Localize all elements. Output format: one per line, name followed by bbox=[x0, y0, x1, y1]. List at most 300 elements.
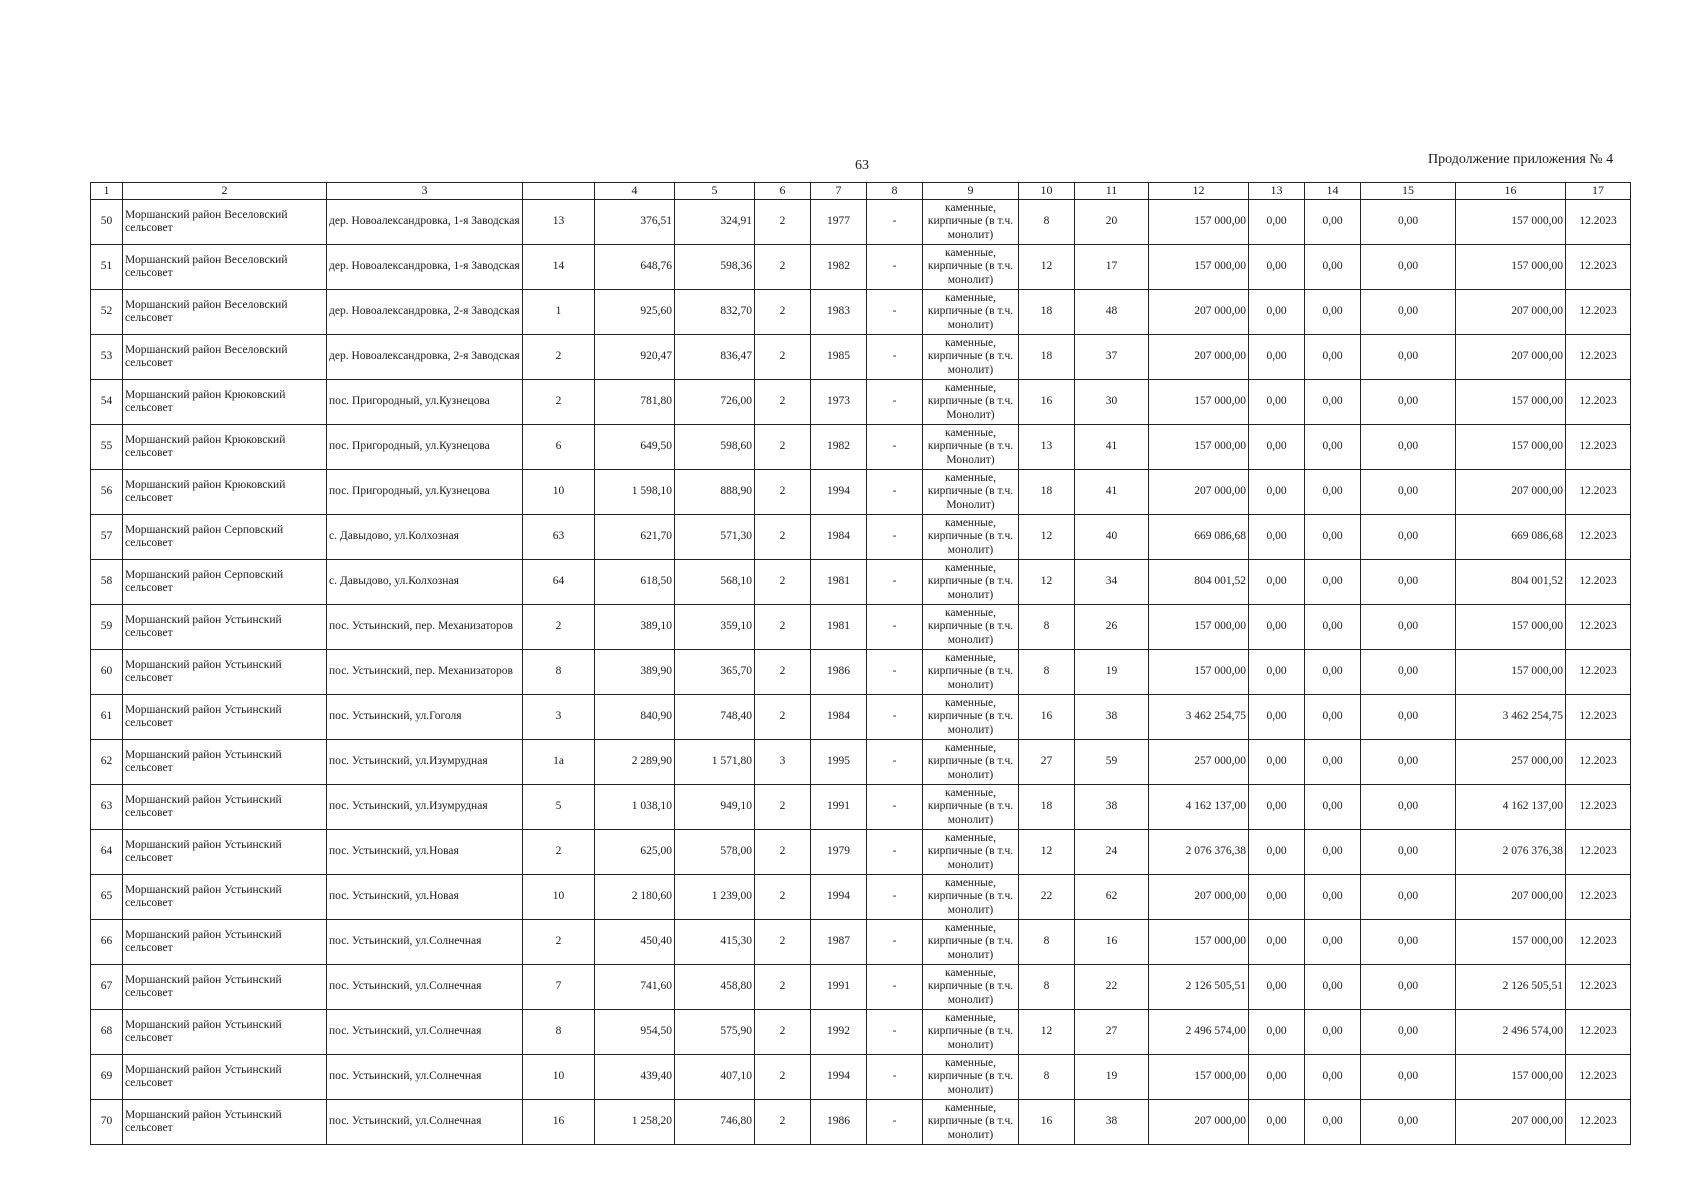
cell-municipality: Моршанский район Веселовский сельсовет bbox=[123, 245, 327, 290]
cell-col-13: 0,00 bbox=[1249, 695, 1305, 740]
cell-municipality: Моршанский район Устьинский сельсовет bbox=[123, 740, 327, 785]
column-header: 1 bbox=[91, 183, 123, 200]
table-row bbox=[91, 335, 1631, 380]
cell-col-11: 59 bbox=[1075, 740, 1149, 785]
cell-row-number: 65 bbox=[91, 875, 123, 920]
cell-living-area: 748,40 bbox=[675, 695, 755, 740]
cell-municipality: Моршанский район Устьинский сельсовет bbox=[123, 785, 327, 830]
cell-house-number: 2 bbox=[523, 605, 595, 650]
cell-total-area: 649,50 bbox=[595, 425, 675, 470]
cell-col-13: 0,00 bbox=[1249, 560, 1305, 605]
cell-year-built: 1994 bbox=[811, 875, 867, 920]
cell-municipality: Моршанский район Устьинский сельсовет bbox=[123, 965, 327, 1010]
cell-wall-material: каменные, кирпичные (в т.ч. монолит) bbox=[923, 245, 1019, 290]
cell-house-number: 64 bbox=[523, 560, 595, 605]
cell-cost-total: 2 076 376,38 bbox=[1149, 830, 1249, 875]
cell-col-14: 0,00 bbox=[1305, 785, 1361, 830]
cell-col-14: 0,00 bbox=[1305, 920, 1361, 965]
cell-wall-material: каменные, кирпичные (в т.ч. монолит) bbox=[923, 1010, 1019, 1055]
cell-house-number: 2 bbox=[523, 335, 595, 380]
cell-col-11: 41 bbox=[1075, 470, 1149, 515]
cell-deadline: 12.2023 bbox=[1566, 335, 1631, 380]
cell-year-built: 1994 bbox=[811, 1055, 867, 1100]
cell-living-area: 578,00 bbox=[675, 830, 755, 875]
cell-wall-material: каменные, кирпичные (в т.ч. монолит) bbox=[923, 695, 1019, 740]
cell-cost-16: 2 076 376,38 bbox=[1456, 830, 1566, 875]
cell-floors: 2 bbox=[755, 560, 811, 605]
cell-col-10: 8 bbox=[1019, 920, 1075, 965]
cell-col-14: 0,00 bbox=[1305, 740, 1361, 785]
cell-living-area: 568,10 bbox=[675, 560, 755, 605]
cell-col-13: 0,00 bbox=[1249, 1100, 1305, 1145]
cell-col-10: 22 bbox=[1019, 875, 1075, 920]
cell-col-10: 8 bbox=[1019, 605, 1075, 650]
cell-col-13: 0,00 bbox=[1249, 1055, 1305, 1100]
cell-col-8: - bbox=[867, 965, 923, 1010]
cell-col-13: 0,00 bbox=[1249, 740, 1305, 785]
cell-cost-total: 257 000,00 bbox=[1149, 740, 1249, 785]
cell-row-number: 59 bbox=[91, 605, 123, 650]
cell-living-area: 415,30 bbox=[675, 920, 755, 965]
cell-deadline: 12.2023 bbox=[1566, 560, 1631, 605]
cell-cost-16: 207 000,00 bbox=[1456, 470, 1566, 515]
cell-col-15: 0,00 bbox=[1361, 785, 1456, 830]
cell-row-number: 51 bbox=[91, 245, 123, 290]
column-header: 13 bbox=[1249, 183, 1305, 200]
cell-col-11: 22 bbox=[1075, 965, 1149, 1010]
cell-year-built: 1991 bbox=[811, 785, 867, 830]
cell-col-14: 0,00 bbox=[1305, 1010, 1361, 1055]
cell-cost-total: 2 126 505,51 bbox=[1149, 965, 1249, 1010]
cell-year-built: 1984 bbox=[811, 515, 867, 560]
cell-col-14: 0,00 bbox=[1305, 515, 1361, 560]
cell-col-11: 16 bbox=[1075, 920, 1149, 965]
cell-row-number: 69 bbox=[91, 1055, 123, 1100]
cell-col-14: 0,00 bbox=[1305, 470, 1361, 515]
cell-cost-16: 3 462 254,75 bbox=[1456, 695, 1566, 740]
cell-address: дер. Новоалександровка, 2-я Заводская bbox=[327, 290, 523, 335]
cell-col-15: 0,00 bbox=[1361, 830, 1456, 875]
cell-col-13: 0,00 bbox=[1249, 650, 1305, 695]
cell-col-14: 0,00 bbox=[1305, 605, 1361, 650]
table-row bbox=[91, 830, 1631, 875]
cell-total-area: 389,10 bbox=[595, 605, 675, 650]
cell-deadline: 12.2023 bbox=[1566, 1100, 1631, 1145]
table-row bbox=[91, 1010, 1631, 1055]
cell-municipality: Моршанский район Устьинский сельсовет bbox=[123, 605, 327, 650]
cell-wall-material: каменные, кирпичные (в т.ч. Монолит) bbox=[923, 380, 1019, 425]
cell-col-11: 38 bbox=[1075, 695, 1149, 740]
cell-col-11: 37 bbox=[1075, 335, 1149, 380]
column-header: 10 bbox=[1019, 183, 1075, 200]
cell-col-8: - bbox=[867, 470, 923, 515]
cell-living-area: 571,30 bbox=[675, 515, 755, 560]
cell-col-15: 0,00 bbox=[1361, 470, 1456, 515]
cell-address: пос. Устьинский, пер. Механизаторов bbox=[327, 650, 523, 695]
cell-row-number: 60 bbox=[91, 650, 123, 695]
cell-col-14: 0,00 bbox=[1305, 1100, 1361, 1145]
table-row bbox=[91, 290, 1631, 335]
cell-living-area: 575,90 bbox=[675, 1010, 755, 1055]
cell-municipality: Моршанский район Устьинский сельсовет bbox=[123, 695, 327, 740]
cell-year-built: 1986 bbox=[811, 1100, 867, 1145]
cell-col-11: 38 bbox=[1075, 1100, 1149, 1145]
cell-year-built: 1994 bbox=[811, 470, 867, 515]
cell-row-number: 56 bbox=[91, 470, 123, 515]
cell-house-number: 3 bbox=[523, 695, 595, 740]
cell-living-area: 598,60 bbox=[675, 425, 755, 470]
cell-floors: 2 bbox=[755, 875, 811, 920]
table-row bbox=[91, 245, 1631, 290]
cell-total-area: 954,50 bbox=[595, 1010, 675, 1055]
cell-house-number: 6 bbox=[523, 425, 595, 470]
cell-cost-total: 157 000,00 bbox=[1149, 380, 1249, 425]
cell-row-number: 55 bbox=[91, 425, 123, 470]
cell-total-area: 439,40 bbox=[595, 1055, 675, 1100]
cell-floors: 2 bbox=[755, 650, 811, 695]
data-table bbox=[90, 182, 1631, 1145]
cell-municipality: Моршанский район Веселовский сельсовет bbox=[123, 200, 327, 245]
table-row bbox=[91, 380, 1631, 425]
cell-floors: 2 bbox=[755, 290, 811, 335]
cell-living-area: 949,10 bbox=[675, 785, 755, 830]
cell-cost-16: 207 000,00 bbox=[1456, 335, 1566, 380]
cell-row-number: 68 bbox=[91, 1010, 123, 1055]
cell-deadline: 12.2023 bbox=[1566, 830, 1631, 875]
cell-house-number: 10 bbox=[523, 875, 595, 920]
cell-col-11: 27 bbox=[1075, 1010, 1149, 1055]
cell-deadline: 12.2023 bbox=[1566, 425, 1631, 470]
cell-col-15: 0,00 bbox=[1361, 560, 1456, 605]
cell-wall-material: каменные, кирпичные (в т.ч. монолит) bbox=[923, 1055, 1019, 1100]
cell-row-number: 52 bbox=[91, 290, 123, 335]
cell-col-8: - bbox=[867, 875, 923, 920]
cell-cost-16: 207 000,00 bbox=[1456, 875, 1566, 920]
cell-floors: 2 bbox=[755, 1010, 811, 1055]
cell-col-10: 18 bbox=[1019, 335, 1075, 380]
cell-col-8: - bbox=[867, 650, 923, 695]
column-header: 4 bbox=[595, 183, 675, 200]
cell-year-built: 1985 bbox=[811, 335, 867, 380]
cell-cost-16: 669 086,68 bbox=[1456, 515, 1566, 560]
cell-municipality: Моршанский район Устьинский сельсовет bbox=[123, 830, 327, 875]
cell-col-11: 24 bbox=[1075, 830, 1149, 875]
table-row bbox=[91, 740, 1631, 785]
cell-col-8: - bbox=[867, 605, 923, 650]
cell-col-15: 0,00 bbox=[1361, 605, 1456, 650]
cell-row-number: 58 bbox=[91, 560, 123, 605]
cell-address: пос. Пригородный, ул.Кузнецова bbox=[327, 425, 523, 470]
cell-col-15: 0,00 bbox=[1361, 740, 1456, 785]
cell-total-area: 781,80 bbox=[595, 380, 675, 425]
cell-col-15: 0,00 bbox=[1361, 875, 1456, 920]
cell-floors: 3 bbox=[755, 740, 811, 785]
cell-address: пос. Устьинский, ул.Солнечная bbox=[327, 1055, 523, 1100]
cell-col-14: 0,00 bbox=[1305, 650, 1361, 695]
cell-deadline: 12.2023 bbox=[1566, 1010, 1631, 1055]
table-row bbox=[91, 785, 1631, 830]
cell-municipality: Моршанский район Веселовский сельсовет bbox=[123, 335, 327, 380]
cell-col-14: 0,00 bbox=[1305, 875, 1361, 920]
cell-col-10: 8 bbox=[1019, 200, 1075, 245]
column-header: 15 bbox=[1361, 183, 1456, 200]
cell-living-area: 746,80 bbox=[675, 1100, 755, 1145]
cell-floors: 2 bbox=[755, 965, 811, 1010]
cell-house-number: 8 bbox=[523, 1010, 595, 1055]
cell-municipality: Моршанский район Устьинский сельсовет bbox=[123, 650, 327, 695]
cell-col-15: 0,00 bbox=[1361, 245, 1456, 290]
cell-col-8: - bbox=[867, 830, 923, 875]
cell-cost-16: 157 000,00 bbox=[1456, 425, 1566, 470]
appendix-note: Продолжение приложения № 4 bbox=[1428, 152, 1614, 167]
column-header: 12 bbox=[1149, 183, 1249, 200]
cell-col-10: 18 bbox=[1019, 470, 1075, 515]
cell-year-built: 1981 bbox=[811, 560, 867, 605]
cell-col-13: 0,00 bbox=[1249, 335, 1305, 380]
cell-year-built: 1981 bbox=[811, 605, 867, 650]
cell-cost-total: 207 000,00 bbox=[1149, 875, 1249, 920]
cell-col-8: - bbox=[867, 920, 923, 965]
cell-col-10: 8 bbox=[1019, 650, 1075, 695]
table-row bbox=[91, 695, 1631, 740]
cell-living-area: 888,90 bbox=[675, 470, 755, 515]
cell-col-11: 19 bbox=[1075, 1055, 1149, 1100]
cell-col-10: 16 bbox=[1019, 695, 1075, 740]
cell-col-15: 0,00 bbox=[1361, 695, 1456, 740]
cell-living-area: 359,10 bbox=[675, 605, 755, 650]
cell-floors: 2 bbox=[755, 200, 811, 245]
cell-year-built: 1973 bbox=[811, 380, 867, 425]
cell-col-11: 20 bbox=[1075, 200, 1149, 245]
cell-col-8: - bbox=[867, 515, 923, 560]
cell-col-15: 0,00 bbox=[1361, 290, 1456, 335]
cell-wall-material: каменные, кирпичные (в т.ч. монолит) bbox=[923, 920, 1019, 965]
cell-col-8: - bbox=[867, 380, 923, 425]
cell-floors: 2 bbox=[755, 425, 811, 470]
cell-row-number: 50 bbox=[91, 200, 123, 245]
cell-col-15: 0,00 bbox=[1361, 515, 1456, 560]
cell-col-10: 12 bbox=[1019, 830, 1075, 875]
cell-col-14: 0,00 bbox=[1305, 560, 1361, 605]
cell-col-8: - bbox=[867, 200, 923, 245]
cell-col-11: 30 bbox=[1075, 380, 1149, 425]
cell-house-number: 1 bbox=[523, 290, 595, 335]
cell-cost-16: 157 000,00 bbox=[1456, 605, 1566, 650]
cell-deadline: 12.2023 bbox=[1566, 380, 1631, 425]
cell-col-10: 8 bbox=[1019, 1055, 1075, 1100]
cell-house-number: 5 bbox=[523, 785, 595, 830]
cell-col-15: 0,00 bbox=[1361, 920, 1456, 965]
cell-col-13: 0,00 bbox=[1249, 470, 1305, 515]
cell-floors: 2 bbox=[755, 785, 811, 830]
cell-address: пос. Устьинский, пер. Механизаторов bbox=[327, 605, 523, 650]
cell-wall-material: каменные, кирпичные (в т.ч. монолит) bbox=[923, 560, 1019, 605]
cell-deadline: 12.2023 bbox=[1566, 245, 1631, 290]
cell-address: пос. Устьинский, ул.Солнечная bbox=[327, 1100, 523, 1145]
cell-floors: 2 bbox=[755, 1100, 811, 1145]
cell-col-11: 19 bbox=[1075, 650, 1149, 695]
cell-wall-material: каменные, кирпичные (в т.ч. монолит) bbox=[923, 200, 1019, 245]
cell-total-area: 920,47 bbox=[595, 335, 675, 380]
cell-col-8: - bbox=[867, 695, 923, 740]
cell-address: с. Давыдово, ул.Колхозная bbox=[327, 560, 523, 605]
cell-house-number: 13 bbox=[523, 200, 595, 245]
cell-col-10: 12 bbox=[1019, 245, 1075, 290]
cell-col-11: 38 bbox=[1075, 785, 1149, 830]
cell-deadline: 12.2023 bbox=[1566, 920, 1631, 965]
table-row bbox=[91, 605, 1631, 650]
cell-deadline: 12.2023 bbox=[1566, 515, 1631, 560]
table-row bbox=[91, 920, 1631, 965]
cell-living-area: 1 571,80 bbox=[675, 740, 755, 785]
cell-col-13: 0,00 bbox=[1249, 245, 1305, 290]
cell-col-10: 18 bbox=[1019, 785, 1075, 830]
column-header: 6 bbox=[755, 183, 811, 200]
cell-col-13: 0,00 bbox=[1249, 515, 1305, 560]
cell-cost-total: 157 000,00 bbox=[1149, 920, 1249, 965]
cell-cost-total: 157 000,00 bbox=[1149, 200, 1249, 245]
cell-col-10: 8 bbox=[1019, 965, 1075, 1010]
cell-col-11: 34 bbox=[1075, 560, 1149, 605]
cell-year-built: 1991 bbox=[811, 965, 867, 1010]
cell-wall-material: каменные, кирпичные (в т.ч. монолит) bbox=[923, 650, 1019, 695]
cell-total-area: 1 038,10 bbox=[595, 785, 675, 830]
cell-col-10: 27 bbox=[1019, 740, 1075, 785]
cell-col-14: 0,00 bbox=[1305, 1055, 1361, 1100]
cell-col-13: 0,00 bbox=[1249, 920, 1305, 965]
table-row bbox=[91, 425, 1631, 470]
cell-floors: 2 bbox=[755, 1055, 811, 1100]
cell-deadline: 12.2023 bbox=[1566, 875, 1631, 920]
cell-col-10: 16 bbox=[1019, 1100, 1075, 1145]
cell-address: пос. Пригородный, ул.Кузнецова bbox=[327, 380, 523, 425]
cell-cost-16: 207 000,00 bbox=[1456, 1100, 1566, 1145]
table-row bbox=[91, 875, 1631, 920]
column-header: 5 bbox=[675, 183, 755, 200]
cell-cost-16: 157 000,00 bbox=[1456, 920, 1566, 965]
cell-living-area: 365,70 bbox=[675, 650, 755, 695]
column-header bbox=[523, 183, 595, 200]
cell-col-8: - bbox=[867, 560, 923, 605]
column-header: 11 bbox=[1075, 183, 1149, 200]
cell-total-area: 1 598,10 bbox=[595, 470, 675, 515]
cell-cost-total: 207 000,00 bbox=[1149, 470, 1249, 515]
cell-address: пос. Устьинский, ул.Изумрудная bbox=[327, 785, 523, 830]
cell-col-13: 0,00 bbox=[1249, 875, 1305, 920]
table-row bbox=[91, 200, 1631, 245]
cell-col-15: 0,00 bbox=[1361, 335, 1456, 380]
cell-col-13: 0,00 bbox=[1249, 785, 1305, 830]
cell-col-11: 26 bbox=[1075, 605, 1149, 650]
cell-floors: 2 bbox=[755, 605, 811, 650]
cell-col-13: 0,00 bbox=[1249, 380, 1305, 425]
cell-row-number: 66 bbox=[91, 920, 123, 965]
cell-col-8: - bbox=[867, 290, 923, 335]
cell-year-built: 1983 bbox=[811, 290, 867, 335]
cell-col-10: 18 bbox=[1019, 290, 1075, 335]
cell-house-number: 10 bbox=[523, 470, 595, 515]
cell-total-area: 389,90 bbox=[595, 650, 675, 695]
cell-col-11: 40 bbox=[1075, 515, 1149, 560]
cell-wall-material: каменные, кирпичные (в т.ч. монолит) bbox=[923, 1100, 1019, 1145]
cell-col-11: 48 bbox=[1075, 290, 1149, 335]
cell-address: пос. Устьинский, ул.Изумрудная bbox=[327, 740, 523, 785]
header-row bbox=[91, 183, 1631, 200]
cell-municipality: Моршанский район Веселовский сельсовет bbox=[123, 290, 327, 335]
cell-row-number: 64 bbox=[91, 830, 123, 875]
cell-wall-material: каменные, кирпичные (в т.ч. монолит) bbox=[923, 830, 1019, 875]
cell-col-11: 17 bbox=[1075, 245, 1149, 290]
table-row bbox=[91, 1055, 1631, 1100]
cell-address: дер. Новоалександровка, 2-я Заводская bbox=[327, 335, 523, 380]
cell-living-area: 324,91 bbox=[675, 200, 755, 245]
cell-cost-16: 2 496 574,00 bbox=[1456, 1010, 1566, 1055]
cell-cost-16: 804 001,52 bbox=[1456, 560, 1566, 605]
cell-col-15: 0,00 bbox=[1361, 1055, 1456, 1100]
cell-wall-material: каменные, кирпичные (в т.ч. монолит) bbox=[923, 785, 1019, 830]
table-body bbox=[91, 200, 1631, 1145]
cell-col-15: 0,00 bbox=[1361, 425, 1456, 470]
cell-row-number: 57 bbox=[91, 515, 123, 560]
cell-municipality: Моршанский район Устьинский сельсовет bbox=[123, 875, 327, 920]
cell-address: дер. Новоалександровка, 1-я Заводская bbox=[327, 200, 523, 245]
cell-floors: 2 bbox=[755, 380, 811, 425]
cell-col-13: 0,00 bbox=[1249, 425, 1305, 470]
cell-cost-16: 157 000,00 bbox=[1456, 650, 1566, 695]
cell-wall-material: каменные, кирпичные (в т.ч. монолит) bbox=[923, 605, 1019, 650]
cell-total-area: 741,60 bbox=[595, 965, 675, 1010]
cell-col-14: 0,00 bbox=[1305, 965, 1361, 1010]
cell-col-13: 0,00 bbox=[1249, 605, 1305, 650]
cell-col-15: 0,00 bbox=[1361, 200, 1456, 245]
cell-municipality: Моршанский район Крюковский сельсовет bbox=[123, 380, 327, 425]
cell-col-15: 0,00 bbox=[1361, 1100, 1456, 1145]
cell-col-13: 0,00 bbox=[1249, 200, 1305, 245]
cell-col-13: 0,00 bbox=[1249, 1010, 1305, 1055]
cell-cost-total: 207 000,00 bbox=[1149, 290, 1249, 335]
cell-cost-16: 157 000,00 bbox=[1456, 380, 1566, 425]
column-header: 9 bbox=[923, 183, 1019, 200]
cell-row-number: 67 bbox=[91, 965, 123, 1010]
cell-total-area: 376,51 bbox=[595, 200, 675, 245]
cell-cost-16: 157 000,00 bbox=[1456, 1055, 1566, 1100]
cell-col-15: 0,00 bbox=[1361, 965, 1456, 1010]
cell-total-area: 648,76 bbox=[595, 245, 675, 290]
cell-living-area: 458,80 bbox=[675, 965, 755, 1010]
cell-cost-16: 257 000,00 bbox=[1456, 740, 1566, 785]
cell-col-14: 0,00 bbox=[1305, 695, 1361, 740]
cell-col-8: - bbox=[867, 1100, 923, 1145]
cell-cost-total: 4 162 137,00 bbox=[1149, 785, 1249, 830]
cell-year-built: 1979 bbox=[811, 830, 867, 875]
cell-year-built: 1982 bbox=[811, 425, 867, 470]
cell-col-15: 0,00 bbox=[1361, 650, 1456, 695]
cell-row-number: 61 bbox=[91, 695, 123, 740]
cell-address: пос. Устьинский, ул.Солнечная bbox=[327, 1010, 523, 1055]
cell-col-15: 0,00 bbox=[1361, 380, 1456, 425]
cell-total-area: 840,90 bbox=[595, 695, 675, 740]
cell-living-area: 407,10 bbox=[675, 1055, 755, 1100]
table-row bbox=[91, 470, 1631, 515]
column-header: 17 bbox=[1566, 183, 1631, 200]
cell-house-number: 8 bbox=[523, 650, 595, 695]
cell-cost-total: 804 001,52 bbox=[1149, 560, 1249, 605]
table-row bbox=[91, 965, 1631, 1010]
cell-year-built: 1982 bbox=[811, 245, 867, 290]
cell-col-8: - bbox=[867, 740, 923, 785]
cell-house-number: 7 bbox=[523, 965, 595, 1010]
cell-total-area: 625,00 bbox=[595, 830, 675, 875]
